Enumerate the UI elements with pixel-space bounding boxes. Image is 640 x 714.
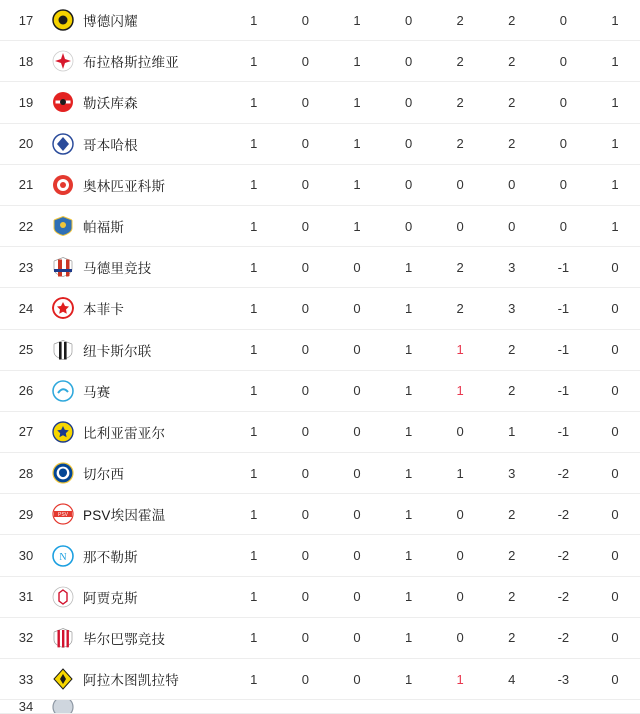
cell-goals-for: 2	[456, 300, 464, 316]
cell-losses: 0	[404, 136, 413, 152]
team-name: 勒沃库森	[83, 96, 138, 112]
table-row[interactable]	[0, 124, 640, 165]
partial-crest-icon	[52, 700, 74, 714]
cell-wins: 0	[301, 136, 309, 152]
team-name: 切尔西	[83, 467, 125, 483]
cell-played: 1	[250, 53, 258, 69]
cell-goals-for: 0	[456, 548, 464, 564]
cell-goals-against: 2	[508, 548, 516, 564]
cell-losses: 1	[404, 671, 413, 687]
benfica-crest-icon	[52, 297, 74, 319]
cell-played: 1	[250, 548, 258, 564]
cell-team[interactable]	[52, 339, 228, 361]
cell-goals-for: 2	[456, 12, 464, 28]
cell-played: 1	[250, 424, 258, 440]
table-row[interactable]	[0, 700, 640, 714]
cell-wins: 0	[301, 589, 309, 605]
chelsea-crest-icon	[52, 462, 74, 484]
leverkusen-crest-icon	[52, 91, 74, 113]
cell-wins: 0	[301, 12, 309, 28]
cell-points: 1	[611, 218, 619, 234]
team-name: 奥林匹亚科斯	[83, 178, 166, 194]
cell-goal-diff: -1	[557, 424, 570, 440]
cell-points: 0	[611, 259, 619, 275]
cell-goal-diff: -2	[557, 465, 570, 481]
cell-goals-against: 0	[508, 218, 516, 234]
cell-goals-for: 0	[456, 589, 464, 605]
cell-goal-diff: -1	[557, 342, 570, 358]
cell-wins: 0	[301, 465, 309, 481]
cell-losses: 1	[404, 589, 413, 605]
cell-losses: 1	[404, 383, 413, 399]
cell-goals-for: 1	[456, 342, 464, 358]
team-name: 纽卡斯尔联	[83, 343, 152, 359]
team-name: 布拉格斯拉维亚	[83, 55, 179, 71]
table-row[interactable]	[0, 412, 640, 453]
cell-draws: 0	[353, 465, 361, 481]
villarreal-crest-icon	[52, 421, 74, 443]
cell-draws: 1	[353, 53, 361, 69]
cell-played: 1	[250, 506, 258, 522]
cell-rank: 23	[18, 259, 34, 275]
cell-points: 0	[611, 342, 619, 358]
cell-losses: 1	[404, 300, 413, 316]
cell-goals-for: 2	[456, 259, 464, 275]
cell-losses: 1	[404, 548, 413, 564]
cell-draws: 0	[353, 342, 361, 358]
cell-goals-against: 2	[508, 53, 516, 69]
cell-goals-against: 2	[508, 589, 516, 605]
athletic-bilbao-crest-icon	[52, 627, 74, 649]
table-row[interactable]	[0, 0, 640, 41]
cell-rank: 25	[18, 342, 34, 358]
cell-draws: 1	[353, 177, 361, 193]
olympiacos-crest-icon	[52, 174, 74, 196]
table-row[interactable]	[0, 535, 640, 576]
cell-team[interactable]	[52, 133, 228, 155]
cell-goal-diff: -2	[557, 548, 570, 564]
cell-goals-against: 3	[508, 259, 516, 275]
team-name: 马德里竞技	[83, 261, 152, 277]
cell-goal-diff: -2	[557, 589, 570, 605]
table-row[interactable]	[0, 453, 640, 494]
cell-played: 1	[250, 671, 258, 687]
cell-draws: 0	[353, 300, 361, 316]
cell-played: 1	[250, 12, 258, 28]
cell-team[interactable]	[52, 215, 228, 237]
cell-played: 1	[250, 177, 258, 193]
cell-points: 1	[611, 12, 619, 28]
cell-rank: 26	[18, 383, 34, 399]
cell-points: 1	[611, 94, 619, 110]
cell-goal-diff: -1	[557, 300, 570, 316]
cell-losses: 0	[404, 12, 413, 28]
table-row[interactable]	[0, 288, 640, 329]
cell-goals-for: 0	[456, 177, 464, 193]
cell-played: 1	[250, 300, 258, 316]
cell-rank: 30	[18, 548, 34, 564]
team-name: 本菲卡	[83, 302, 125, 318]
team-name: 那不勒斯	[83, 549, 138, 565]
cell-played: 1	[250, 218, 258, 234]
cell-points: 0	[611, 465, 619, 481]
cell-goal-diff: -2	[557, 506, 570, 522]
cell-played: 1	[250, 259, 258, 275]
cell-goal-diff: -1	[557, 259, 570, 275]
cell-wins: 0	[301, 424, 309, 440]
table-row[interactable]	[0, 41, 640, 82]
cell-goal-diff: -1	[557, 383, 570, 399]
cell-rank: 21	[18, 177, 34, 193]
cell-draws: 0	[353, 630, 361, 646]
cell-goal-diff: 0	[559, 218, 567, 234]
cell-draws: 0	[353, 259, 361, 275]
cell-rank: 20	[18, 136, 34, 152]
cell-points: 0	[611, 506, 619, 522]
cell-goals-for: 2	[456, 53, 464, 69]
team-name: 比利亚雷亚尔	[83, 425, 166, 441]
cell-goals-against: 2	[508, 383, 516, 399]
cell-team[interactable]	[52, 91, 228, 113]
cell-draws: 0	[353, 506, 361, 522]
cell-points: 0	[611, 424, 619, 440]
cell-team[interactable]	[52, 586, 228, 608]
cell-goals-for: 0	[456, 424, 464, 440]
cell-goals-against: 2	[508, 630, 516, 646]
cell-goals-for: 0	[456, 218, 464, 234]
cell-played: 1	[250, 94, 258, 110]
cell-losses: 1	[404, 465, 413, 481]
cell-wins: 0	[301, 342, 309, 358]
cell-draws: 0	[353, 424, 361, 440]
cell-losses: 0	[404, 218, 413, 234]
cell-points: 0	[611, 671, 619, 687]
cell-team[interactable]	[52, 50, 228, 72]
cell-rank: 29	[18, 506, 34, 522]
cell-team[interactable]	[52, 700, 228, 714]
cell-losses: 0	[404, 177, 413, 193]
cell-draws: 1	[353, 136, 361, 152]
cell-draws: 0	[353, 383, 361, 399]
table-row[interactable]	[0, 330, 640, 371]
cell-rank: 34	[18, 700, 34, 714]
cell-draws: 0	[353, 589, 361, 605]
cell-wins: 0	[301, 383, 309, 399]
cell-goals-against: 4	[508, 671, 516, 687]
cell-rank: 18	[18, 53, 34, 69]
cell-goals-against: 3	[508, 300, 516, 316]
cell-goals-for: 2	[456, 94, 464, 110]
table-row[interactable]	[0, 618, 640, 659]
psv-crest-icon	[52, 503, 74, 525]
cell-wins: 0	[301, 218, 309, 234]
cell-rank: 22	[18, 218, 34, 234]
cell-rank: 33	[18, 671, 34, 687]
cell-losses: 1	[404, 630, 413, 646]
cell-points: 0	[611, 300, 619, 316]
copenhagen-crest-icon	[52, 133, 74, 155]
cell-goals-for: 1	[456, 383, 464, 399]
cell-rank: 17	[18, 12, 34, 28]
cell-team[interactable]	[52, 174, 228, 196]
cell-played: 1	[250, 465, 258, 481]
cell-team[interactable]	[52, 462, 228, 484]
table-row[interactable]	[0, 494, 640, 535]
cell-goal-diff: 0	[559, 94, 567, 110]
cell-wins: 0	[301, 506, 309, 522]
cell-goal-diff: -3	[557, 671, 570, 687]
cell-points: 0	[611, 548, 619, 564]
table-row[interactable]	[0, 206, 640, 247]
table-row[interactable]	[0, 82, 640, 123]
marseille-crest-icon	[52, 380, 74, 402]
cell-points: 0	[611, 630, 619, 646]
newcastle-crest-icon	[52, 339, 74, 361]
cell-wins: 0	[301, 671, 309, 687]
table-row[interactable]	[0, 247, 640, 288]
cell-losses: 1	[404, 424, 413, 440]
cell-points: 1	[611, 53, 619, 69]
cell-played: 1	[250, 342, 258, 358]
cell-wins: 0	[301, 53, 309, 69]
cell-played: 1	[250, 589, 258, 605]
cell-draws: 0	[353, 548, 361, 564]
cell-goal-diff: 0	[559, 53, 567, 69]
cell-losses: 1	[404, 259, 413, 275]
cell-goals-against: 0	[508, 177, 516, 193]
cell-wins: 0	[301, 177, 309, 193]
cell-goal-diff: -2	[557, 630, 570, 646]
cell-wins: 0	[301, 300, 309, 316]
cell-points: 0	[611, 589, 619, 605]
cell-team[interactable]	[52, 9, 228, 31]
table-row[interactable]	[0, 371, 640, 412]
cell-played: 1	[250, 630, 258, 646]
bodo-glimt-crest-icon	[52, 9, 74, 31]
cell-rank: 32	[18, 630, 34, 646]
pafos-crest-icon	[52, 215, 74, 237]
cell-rank: 19	[18, 94, 34, 110]
svg-text:N: N	[59, 551, 67, 563]
cell-goal-diff: 0	[559, 136, 567, 152]
kairat-crest-icon	[52, 668, 74, 690]
cell-team[interactable]	[52, 668, 228, 690]
team-name: 阿拉木图凯拉特	[83, 673, 179, 689]
team-name: PSV埃因霍温	[83, 508, 166, 524]
cell-goals-for: 0	[456, 506, 464, 522]
cell-draws: 1	[353, 218, 361, 234]
cell-team[interactable]	[52, 380, 228, 402]
table-row[interactable]	[0, 165, 640, 206]
cell-rank: 24	[18, 300, 34, 316]
cell-wins: 0	[301, 630, 309, 646]
team-name: 帕福斯	[83, 220, 125, 236]
cell-goals-against: 2	[508, 94, 516, 110]
cell-team[interactable]	[52, 627, 228, 649]
cell-goals-for: 1	[456, 671, 464, 687]
table-row[interactable]	[0, 659, 640, 700]
svg-text:PSV: PSV	[57, 512, 69, 519]
cell-rank: 27	[18, 424, 34, 440]
cell-goals-for: 2	[456, 136, 464, 152]
team-name: 马赛	[83, 384, 111, 400]
cell-played: 1	[250, 383, 258, 399]
cell-team[interactable]	[52, 421, 228, 443]
cell-goals-for: 0	[456, 630, 464, 646]
cell-team[interactable]	[52, 256, 228, 278]
cell-goals-against: 2	[508, 506, 516, 522]
cell-points: 1	[611, 136, 619, 152]
cell-draws: 0	[353, 671, 361, 687]
cell-losses: 1	[404, 506, 413, 522]
cell-losses: 1	[404, 342, 413, 358]
team-name: 毕尔巴鄂竞技	[83, 631, 166, 647]
cell-team[interactable]	[52, 503, 228, 525]
cell-goals-for: 1	[456, 465, 464, 481]
cell-goals-against: 2	[508, 342, 516, 358]
cell-points: 1	[611, 177, 619, 193]
cell-draws: 1	[353, 94, 361, 110]
cell-goal-diff: 0	[559, 177, 567, 193]
cell-played: 1	[250, 136, 258, 152]
cell-draws: 1	[353, 12, 361, 28]
cell-goals-against: 1	[508, 424, 516, 440]
cell-wins: 0	[301, 548, 309, 564]
cell-wins: 0	[301, 259, 309, 275]
cell-wins: 0	[301, 94, 309, 110]
team-name: 博德闪耀	[83, 14, 138, 30]
cell-points: 0	[611, 383, 619, 399]
cell-team[interactable]	[52, 545, 228, 567]
cell-goals-against: 3	[508, 465, 516, 481]
slavia-prague-crest-icon	[52, 50, 74, 72]
cell-goal-diff: 0	[559, 12, 567, 28]
cell-rank: 31	[18, 589, 34, 605]
cell-team[interactable]	[52, 297, 228, 319]
atletico-madrid-crest-icon	[52, 256, 74, 278]
cell-rank: 28	[18, 465, 34, 481]
team-name: 哥本哈根	[83, 137, 138, 153]
team-name: 阿贾克斯	[83, 590, 138, 606]
cell-goals-against: 2	[508, 12, 516, 28]
table-row[interactable]	[0, 577, 640, 618]
napoli-crest-icon	[52, 545, 74, 567]
ajax-crest-icon	[52, 586, 74, 608]
cell-losses: 0	[404, 94, 413, 110]
cell-goals-against: 2	[508, 136, 516, 152]
cell-losses: 0	[404, 53, 413, 69]
